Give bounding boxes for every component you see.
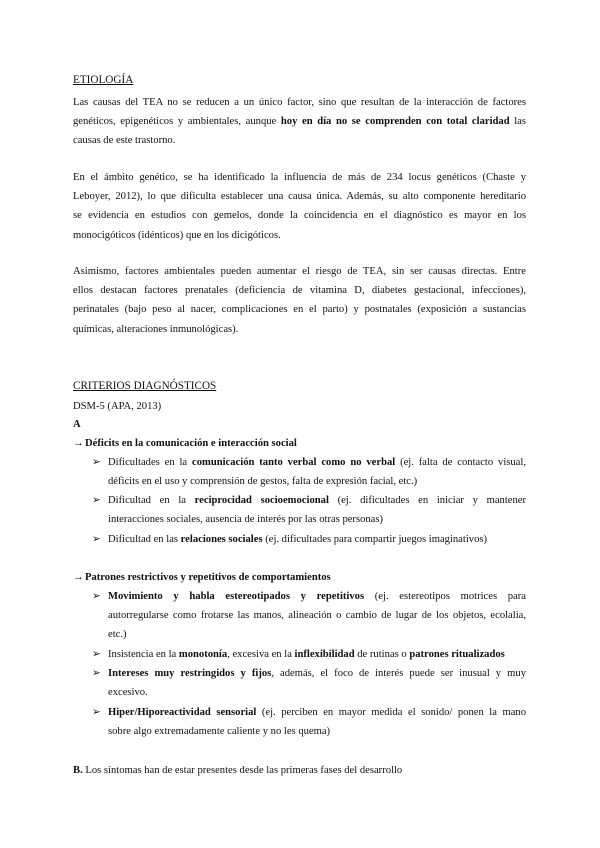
list-item: ➢ Dificultades en la comunicación tanto verbal como no verbal (ej. falta de contacto visual, déficits en el uso y comprensión de gestos, falta de expresión facial, etc.) xyxy=(92,453,526,491)
section-a-label: A xyxy=(73,419,81,430)
list-item: ➢ Dificultad en la reciprocidad socioemocional (ej. dificultades en iniciar y mantener interacciones sociales, ausencia de interés por las otras personas) xyxy=(92,491,526,529)
text-line: Asimismo, factores ambientales pueden aumentar el riesgo de TEA, sin ser causas directas. Entre xyxy=(73,266,526,277)
list-item: ➢ Intereses muy restringidos y fijos, además, el foco de interés puede ser inusual y muy excesivo. xyxy=(92,664,526,702)
paragraph-etiologia-1 xyxy=(73,93,526,151)
section-b-label: B. xyxy=(73,765,83,776)
group-heading-comunicacion: →Déficits en la comunicación e interacción social xyxy=(73,434,526,453)
arrowhead-bullet-icon: ➢ xyxy=(92,534,101,545)
group-heading-patrones: →Patrones restrictivos y repetitivos de comportamientos xyxy=(73,568,526,587)
text-line: En el ámbito genético, se ha identificado la influencia de más de 234 locus genéticos (Chaste y xyxy=(73,172,526,183)
list-item: ➢ Dificultad en las relaciones sociales (ej. dificultades para compartir juegos imaginativos) xyxy=(92,530,526,549)
section-title-criterios: CRITERIOS DIAGNÓSTICOS xyxy=(73,380,217,392)
source-reference: DSM-5 (APA, 2013) xyxy=(73,401,162,412)
text-line: perinatales (bajo peso al nacer, complicaciones en el parto) y postnatales (exposición a sustancias xyxy=(73,304,526,316)
bold-phrase: hoy en día no se comprenden con total claridad xyxy=(280,116,510,128)
text-line: monocigóticos (idénticos) que en los dicigóticos. xyxy=(73,229,281,241)
text-line: se evidencia en estudios con gemelos, donde la coincidencia en el diagnóstico es mayor en los xyxy=(73,210,526,222)
arrowhead-bullet-icon: ➢ xyxy=(92,457,101,468)
list-item: ➢ Insistencia en la monotonía, excesiva en la inflexibilidad de rutinas o patrones ritualizados xyxy=(92,645,526,664)
arrowhead-bullet-icon: ➢ xyxy=(92,591,101,602)
section-b-statement: B. Los síntomas han de estar presentes desde las primeras fases del desarrollo xyxy=(73,765,403,776)
list-item: ➢ Movimiento y habla estereotipados y repetitivos (ej. estereotipos motrices para autorregularse como frotarse las manos, alineación o cambio de lugar de los objetos, ecolalia, etc.) xyxy=(92,587,526,645)
text-line: genéticos, epigenéticos y ambientales, aunque hoy en día no se comprenden con total claridad las xyxy=(73,116,527,128)
paragraph-etiologia-2 xyxy=(73,168,526,245)
arrow-icon: → xyxy=(73,438,84,449)
arrowhead-bullet-icon: ➢ xyxy=(92,707,101,718)
text-line: Leboyer, 2012), lo que dificulta establecer una causa única. Además, su alto componente hereditario xyxy=(73,191,526,203)
text-line: Las causas del TEA no se reducen a un único factor, sino que resultan de la interacción de factores xyxy=(73,97,526,108)
text-line: causas de este trastorno. xyxy=(73,135,176,147)
text-line: ellos destacan factores prenatales (deficiencia de vitamina D, diabetes gestacional, infecciones), xyxy=(73,285,526,297)
arrowhead-bullet-icon: ➢ xyxy=(92,495,101,506)
arrow-icon: → xyxy=(73,572,84,583)
text-line: químicas, alteraciones inmunológicas). xyxy=(73,323,239,335)
arrowhead-bullet-icon: ➢ xyxy=(92,649,101,660)
paragraph-etiologia-3 xyxy=(73,262,526,339)
list-item: ➢ Hiper/Hiporeactividad sensorial (ej. perciben en mayor medida el sonido/ ponen la mano sobre algo extremadamente caliente y no les quema) xyxy=(92,703,526,741)
arrowhead-bullet-icon: ➢ xyxy=(92,668,101,679)
section-title-etiologia: ETIOLOGÍA xyxy=(73,74,134,86)
